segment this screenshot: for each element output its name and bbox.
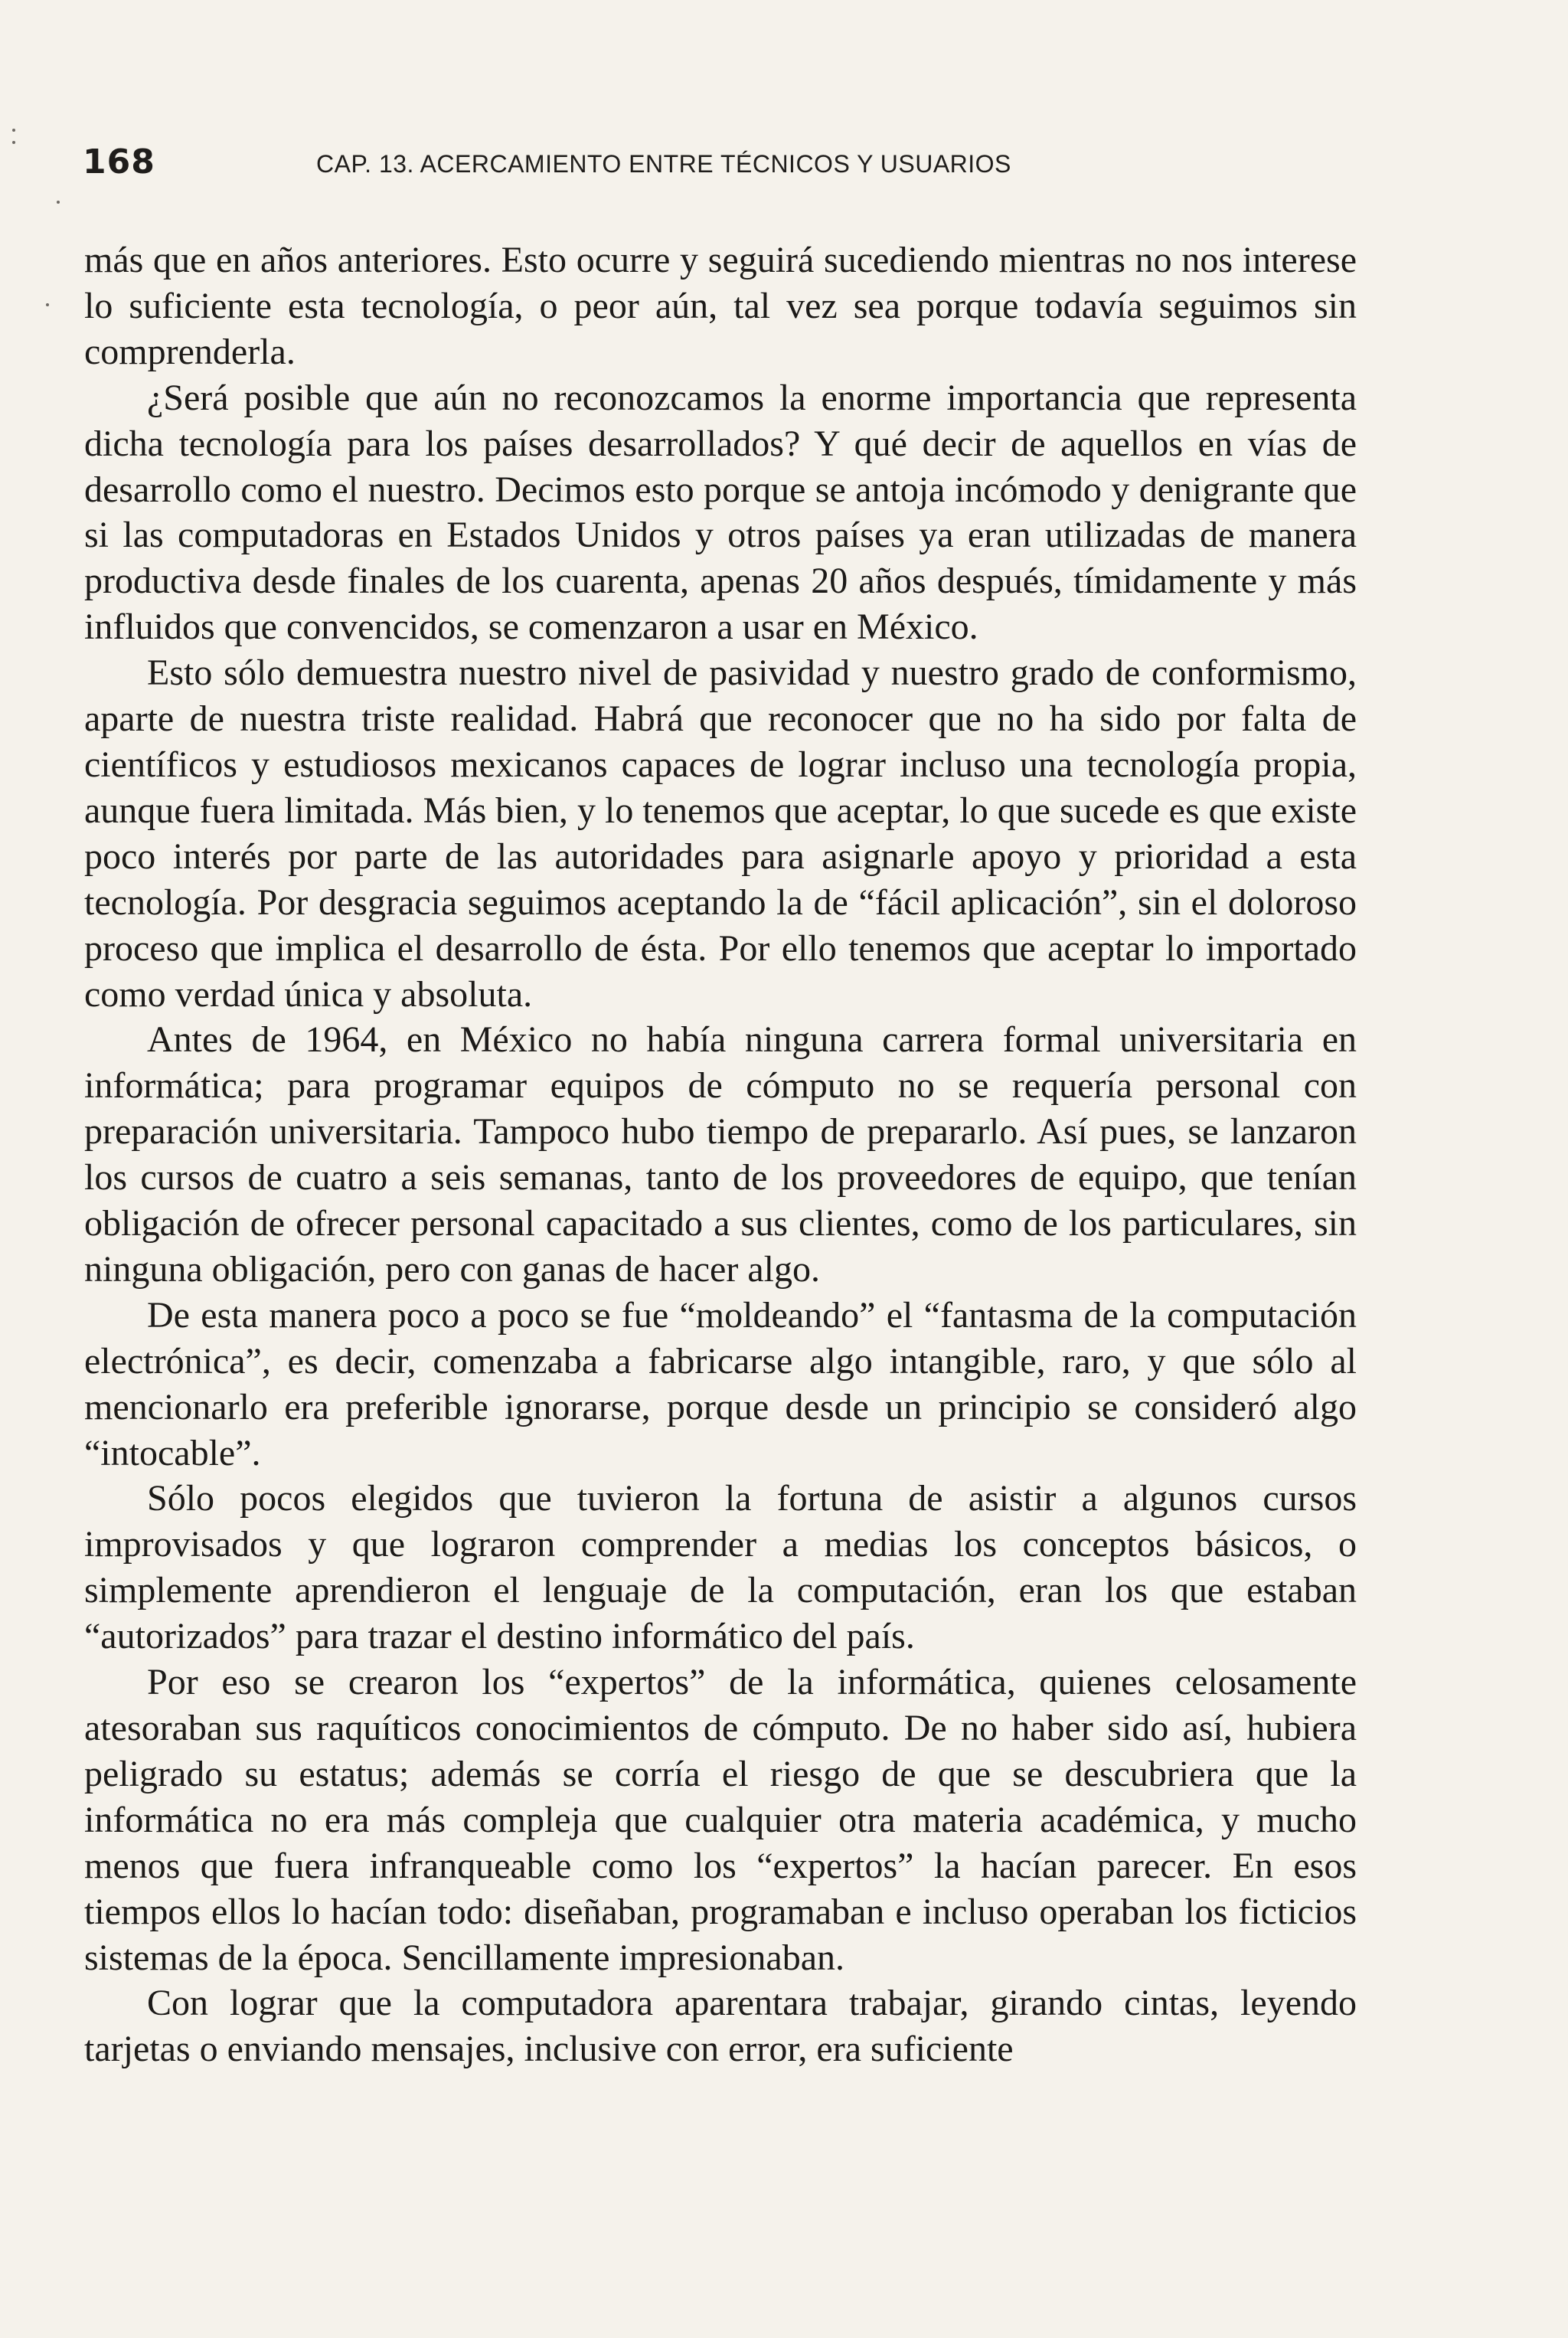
- paragraph: Sólo pocos elegidos que tuvieron la fortuna de asistir a algunos cursos improvisados y que lograron comprender a medias los conceptos básicos, o simplemente aprendieron el lenguaje de la computación, eran los que estaban “autorizados” para trazar el destino informático del país.: [84, 1478, 1357, 1657]
- margin-speck: [46, 303, 49, 306]
- body-text: [84, 237, 1357, 2072]
- paragraph: ¿Será posible que aún no reconozcamos la enorme importancia que representa dicha tecnología para los países desarrollados? Y qué decir de aquellos en vías de desarrollo como el nuestro. Decimos esto porque se antoja incómodo y denigrante que si las computadoras en Estados Unidos y otros países ya eran utilizadas de manera productiva desde finales de los cuarenta, apenas 20 años después, tímidamente y más influidos que convencidos, se comenzaron a usar en México.: [84, 377, 1357, 648]
- margin-speck: [12, 141, 15, 144]
- paragraph: más que en años anteriores. Esto ocurre y seguirá sucediendo mientras no nos interese lo suficiente esta tecnología, o peor aún, tal vez sea porque todavía seguimos sin comprenderla.: [84, 240, 1357, 372]
- paragraph: Por eso se crearon los “expertos” de la informática, quienes celosamente atesoraban sus raquíticos conocimientos de cómputo. De no haber sido así, hubiera peligrado su estatus; además se corría el riesgo de que se descubriera que la informática no era más compleja que cualquier otra materia académica, y mucho menos que fuera infranqueable como los “expertos” la hacían parecer. En esos tiempos ellos lo hacían todo: diseñaban, programaban e incluso operaban los ficticios sistemas de la época. Sencillamente impresionaban.: [84, 1662, 1357, 1978]
- running-head: CAP. 13. ACERCAMIENTO ENTRE TÉCNICOS Y USUARIOS: [316, 150, 1011, 178]
- page-number: 168: [83, 142, 155, 181]
- margin-speck: [12, 129, 15, 132]
- paragraph: Esto sólo demuestra nuestro nivel de pasividad y nuestro grado de conformismo, aparte de nuestra triste realidad. Habrá que reconocer que no ha sido por falta de científicos y estudiosos mexicanos capaces de lograr incluso una tecnología propia, aunque fuera limitada. Más bien, y lo tenemos que aceptar, lo que sucede es que existe poco interés por parte de las autoridades para asignarle apoyo y prioridad a esta tecnología. Por desgracia seguimos aceptando la de “fácil aplicación”, sin el doloroso proceso que implica el desarrollo de ésta. Por ello tenemos que aceptar lo importado como verdad única y absoluta.: [84, 652, 1357, 1015]
- paragraph: Con lograr que la computadora aparentara trabajar, girando cintas, leyendo tarjetas o enviando mensajes, inclusive con error, era suficiente: [84, 1983, 1357, 2070]
- margin-speck: [57, 201, 60, 204]
- page-header: [83, 142, 1384, 196]
- paragraph: De esta manera poco a poco se fue “moldeando” el “fantasma de la computación electrónica”, es decir, comenzaba a fabricarse algo intangible, raro, y que sólo al mencionarlo era preferible ignorarse, porque desde un principio se consideró algo “intocable”.: [84, 1294, 1357, 1473]
- paragraph: Antes de 1964, en México no había ninguna carrera formal universitaria en informática; para programar equipos de cómputo no se requería personal con preparación universitaria. Tampoco hubo tiempo de prepararlo. Así pues, se lanzaron los cursos de cuatro a seis semanas, tanto de los proveedores de equipo, que tenían obligación de ofrecer personal capacitado a sus clientes, como de los particulares, sin ninguna obligación, pero con ganas de hacer algo.: [84, 1019, 1357, 1290]
